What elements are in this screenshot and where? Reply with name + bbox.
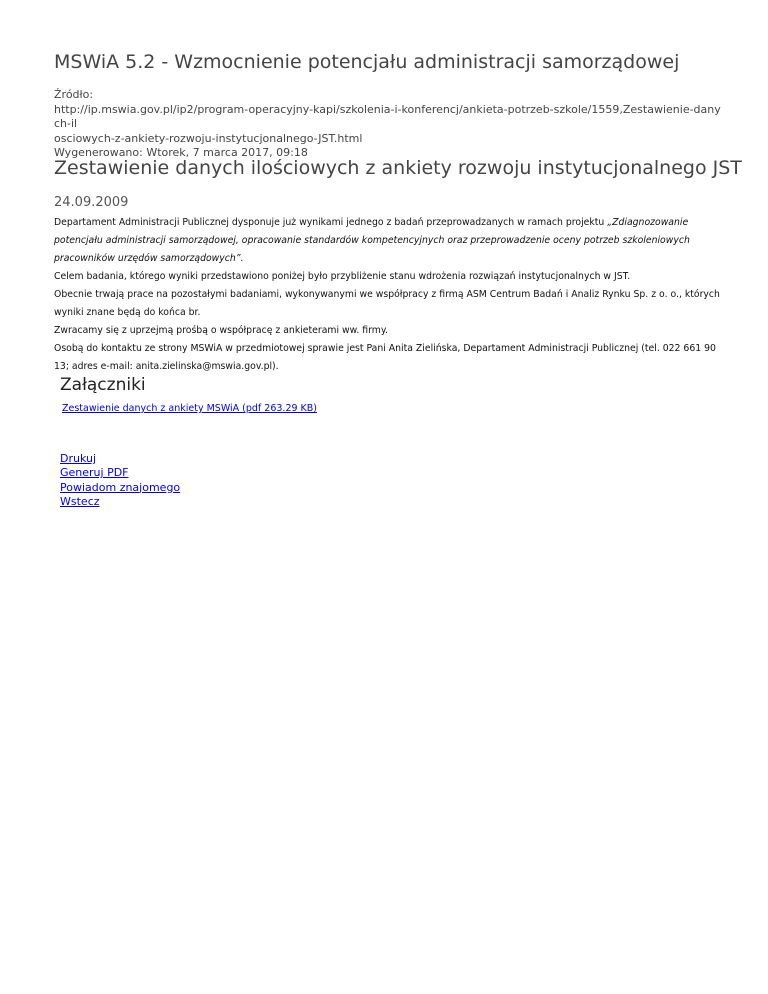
source-url-line-1: http://ip.mswia.gov.pl/ip2/program-operacyjny-kapi/szkolenia-i-konferencj/ankieta-potrzeb-szkole/1559,Zestawienie-danych-il [54,102,721,130]
attachment-link[interactable]: Zestawienie danych z ankiety MSWiA (pdf 263.29 KB) [62,403,318,414]
generated-timestamp: Wygenerowano: Wtorek, 7 marca 2017, 09:18 [54,146,308,159]
paragraph-intro [54,214,722,268]
paragraph-goal: Celem badania, którego wyniki przedstawiono poniżej było przybliżenie stanu wdrożenia rozwiązań instytucjonalnych w JST. [54,271,631,282]
generate-pdf-link[interactable]: Generuj PDF [60,466,129,480]
paragraph-ongoing: Obecnie trwają prace na pozostałymi badaniami, wykonywanymi we współpracy z firmą ASM Centrum Badań i Analiz Rynku Sp. z o. o., których wyniki znane będą do końca br. [54,289,720,318]
project-name: „Zdiagnozowanie potencjału administracji samorządowej, opracowanie standardów kompetencyjnych oraz przeprowadzenie oceny potrzeb szkoleniowych pracowników urzędów samorządowych”. [54,217,690,264]
page-actions [60,452,180,509]
article-title: Zestawienie danych ilościowych z ankiety rozwoju instytucjonalnego JST [54,157,742,179]
site-title: MSWiA 5.2 - Wzmocnienie potencjału administracji samorządowej [54,51,680,73]
article-body [54,214,722,376]
back-link[interactable]: Wstecz [60,494,100,508]
article-date: 24.09.2009 [54,195,129,210]
source-label: Źródło: [54,88,94,101]
paragraph-request: Zwracamy się z uprzejmą prośbą o współpracę z ankieterami ww. firmy. [54,325,388,336]
source-url-line-2: osciowych-z-ankiety-rozwoju-instytucjonalnego-JST.html [54,131,363,145]
paragraph-contact: Osobą do kontaktu ze strony MSWiA w przedmiotowej sprawie jest Pani Anita Zielińska, Departament Administracji Publicznej (tel. 022 661 90 13; adres e-mail: anita.zielinska@mswia.gov.pl). [54,343,716,372]
paragraph-intro-text: Departament Administracji Publicznej dysponuje już wynikami jednego z badań przeprowadzanych w ramach projektu [54,217,608,228]
notify-friend-link[interactable]: Powiadom znajomego [60,480,181,494]
print-link[interactable]: Drukuj [60,452,97,465]
attachments-heading: Załączniki [60,375,146,395]
source-meta [54,88,724,161]
